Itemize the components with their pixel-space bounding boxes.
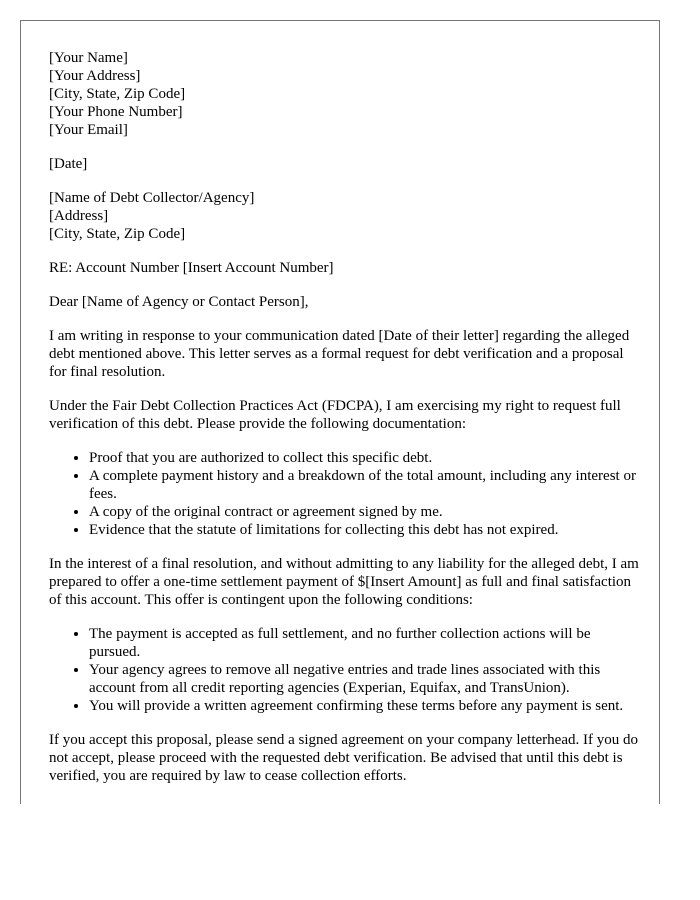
- list-item: • A copy of the original contract or agreement signed by me.: [89, 503, 639, 521]
- sender-city-state-zip: [City, State, Zip Code]: [49, 86, 186, 102]
- fdcpa-paragraph: Under the Fair Debt Collection Practices Act (FDCPA), I am exercising my right to request full verification of this debt. Please provide the following documentation:: [49, 398, 621, 432]
- recipient-address: [Address]: [49, 208, 109, 224]
- closing-paragraph: If you accept this proposal, please send a signed agreement on your company letterhead. If you do not accept, please proceed with the requested debt verification. Be advised that until this debt is verified, you are required by law to cease collection efforts.: [49, 732, 638, 784]
- date-block: [49, 155, 639, 173]
- letter-page: [20, 20, 660, 804]
- list-item: • Your agency agrees to remove all negative entries and trade lines associated with this account from all credit reporting agencies (Experian, Equifax, and TransUnion).: [89, 661, 639, 697]
- intro-paragraph: I am writing in response to your communication dated [Date of their letter] regarding the alleged debt mentioned above. This letter serves as a formal request for debt verification and a proposal for final resolution.: [49, 328, 630, 380]
- verification-list: [49, 449, 639, 539]
- letter-date: [Date]: [49, 156, 88, 172]
- recipient-block: [49, 189, 639, 243]
- sender-block: [49, 49, 639, 139]
- list-item: • You will provide a written agreement confirming these terms before any payment is sent.: [89, 697, 639, 715]
- recipient-name: [Name of Debt Collector/Agency]: [49, 190, 255, 206]
- sender-phone: [Your Phone Number]: [49, 104, 183, 120]
- salutation: Dear [Name of Agency or Contact Person],: [49, 294, 309, 310]
- recipient-city-state-zip: [City, State, Zip Code]: [49, 226, 186, 242]
- sender-email: [Your Email]: [49, 122, 128, 138]
- list-item: • A complete payment history and a breakdown of the total amount, including any interest or fees.: [89, 467, 639, 503]
- re-line: RE: Account Number [Insert Account Number]: [49, 260, 334, 276]
- letter-content: [49, 49, 639, 801]
- sender-address: [Your Address]: [49, 68, 141, 84]
- sender-name: [Your Name]: [49, 50, 128, 66]
- list-item: • Evidence that the statute of limitations for collecting this debt has not expired.: [89, 521, 639, 539]
- settlement-paragraph: In the interest of a final resolution, and without admitting to any liability for the alleged debt, I am prepared to offer a one-time settlement payment of $[Insert Amount] as full and final satisfaction of this account. This offer is contingent upon the following conditions:: [49, 556, 639, 608]
- list-item: • Proof that you are authorized to collect this specific debt.: [89, 449, 639, 467]
- conditions-list: [49, 625, 639, 715]
- list-item: • The payment is accepted as full settlement, and no further collection actions will be pursued.: [89, 625, 639, 661]
